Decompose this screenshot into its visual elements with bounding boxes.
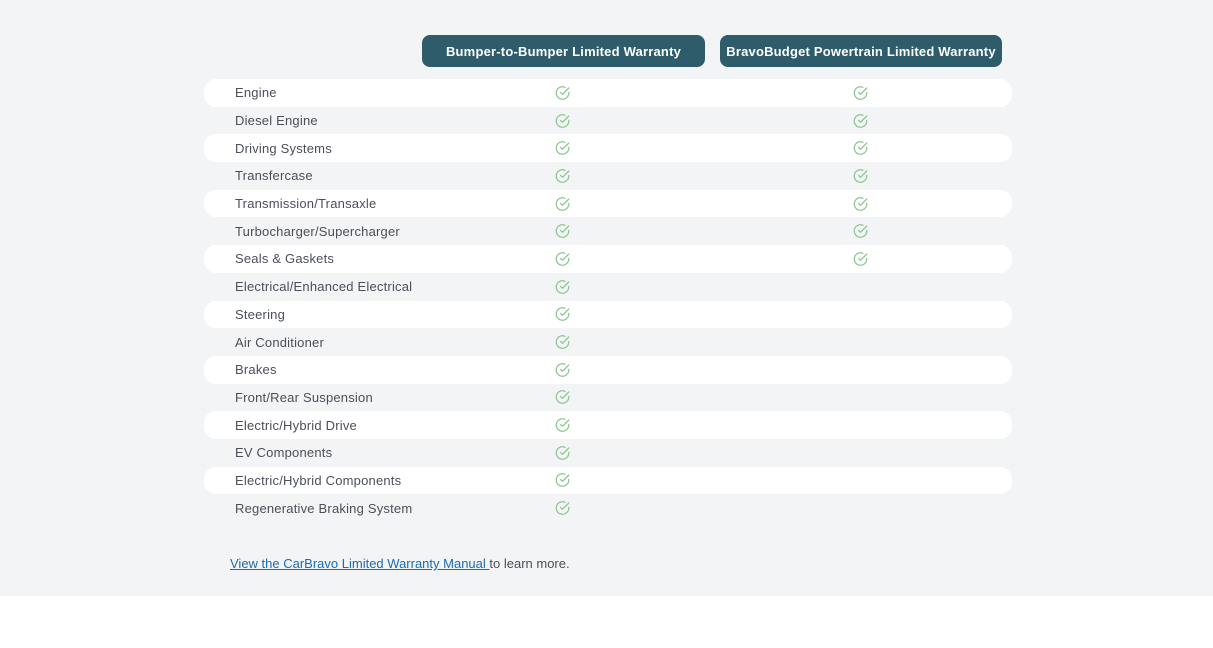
row-label: Diesel Engine	[235, 113, 318, 129]
table-row	[204, 356, 1012, 384]
row-label: EV Components	[235, 445, 333, 461]
row-label: Turbocharger/Supercharger	[235, 223, 400, 239]
check-circle-icon	[853, 224, 868, 239]
row-label: Electrical/Enhanced Electrical	[235, 279, 413, 295]
check-circle-icon	[555, 279, 570, 294]
row-label: Brakes	[235, 362, 277, 378]
check-circle-icon	[555, 251, 570, 266]
table-row	[204, 411, 1012, 439]
table-row	[204, 467, 1012, 495]
row-label: Engine	[235, 85, 277, 101]
check-circle-icon	[853, 168, 868, 183]
check-circle-icon	[555, 418, 570, 433]
table-row	[204, 107, 1012, 135]
row-label: Electric/Hybrid Components	[235, 472, 402, 488]
check-circle-icon	[853, 113, 868, 128]
check-circle-icon	[555, 335, 570, 350]
check-circle-icon	[555, 307, 570, 322]
table-row	[204, 217, 1012, 245]
table-row	[204, 439, 1012, 467]
check-circle-icon	[853, 196, 868, 211]
check-circle-icon	[555, 168, 570, 183]
check-circle-icon	[853, 141, 868, 156]
check-circle-icon	[853, 85, 868, 100]
check-circle-icon	[555, 390, 570, 405]
row-label: Transmission/Transaxle	[235, 196, 377, 212]
row-label: Front/Rear Suspension	[235, 389, 373, 405]
table-row	[204, 190, 1012, 218]
row-label: Electric/Hybrid Drive	[235, 417, 357, 433]
check-circle-icon	[555, 196, 570, 211]
table-row	[204, 384, 1012, 412]
row-label: Seals & Gaskets	[235, 251, 335, 267]
table-row	[204, 328, 1012, 356]
check-circle-icon	[555, 445, 570, 460]
row-label: Air Conditioner	[235, 334, 324, 350]
warranty-table	[204, 79, 1012, 522]
table-row	[204, 79, 1012, 107]
table-row	[204, 162, 1012, 190]
check-circle-icon	[555, 224, 570, 239]
row-label: Driving Systems	[235, 140, 332, 156]
check-circle-icon	[555, 85, 570, 100]
footer-note	[230, 556, 570, 571]
check-circle-icon	[555, 141, 570, 156]
row-label: Steering	[235, 306, 286, 322]
footer-note-suffix: to learn more.	[489, 556, 570, 571]
bumper-to-bumper-warranty-header-button[interactable]: Bumper-to-Bumper Limited Warranty	[422, 35, 705, 67]
check-circle-icon	[853, 251, 868, 266]
table-row	[204, 301, 1012, 329]
row-label: Regenerative Braking System	[235, 500, 413, 516]
check-circle-icon	[555, 113, 570, 128]
row-label: Transfercase	[235, 168, 313, 184]
warranty-manual-link[interactable]: View the CarBravo Limited Warranty Manual	[230, 556, 490, 571]
table-row	[204, 134, 1012, 162]
table-row	[204, 494, 1012, 522]
check-circle-icon	[555, 362, 570, 377]
check-circle-icon	[555, 501, 570, 516]
check-circle-icon	[555, 473, 570, 488]
table-row	[204, 245, 1012, 273]
powertrain-warranty-header-button[interactable]: BravoBudget Powertrain Limited Warranty	[720, 35, 1002, 67]
table-row	[204, 273, 1012, 301]
